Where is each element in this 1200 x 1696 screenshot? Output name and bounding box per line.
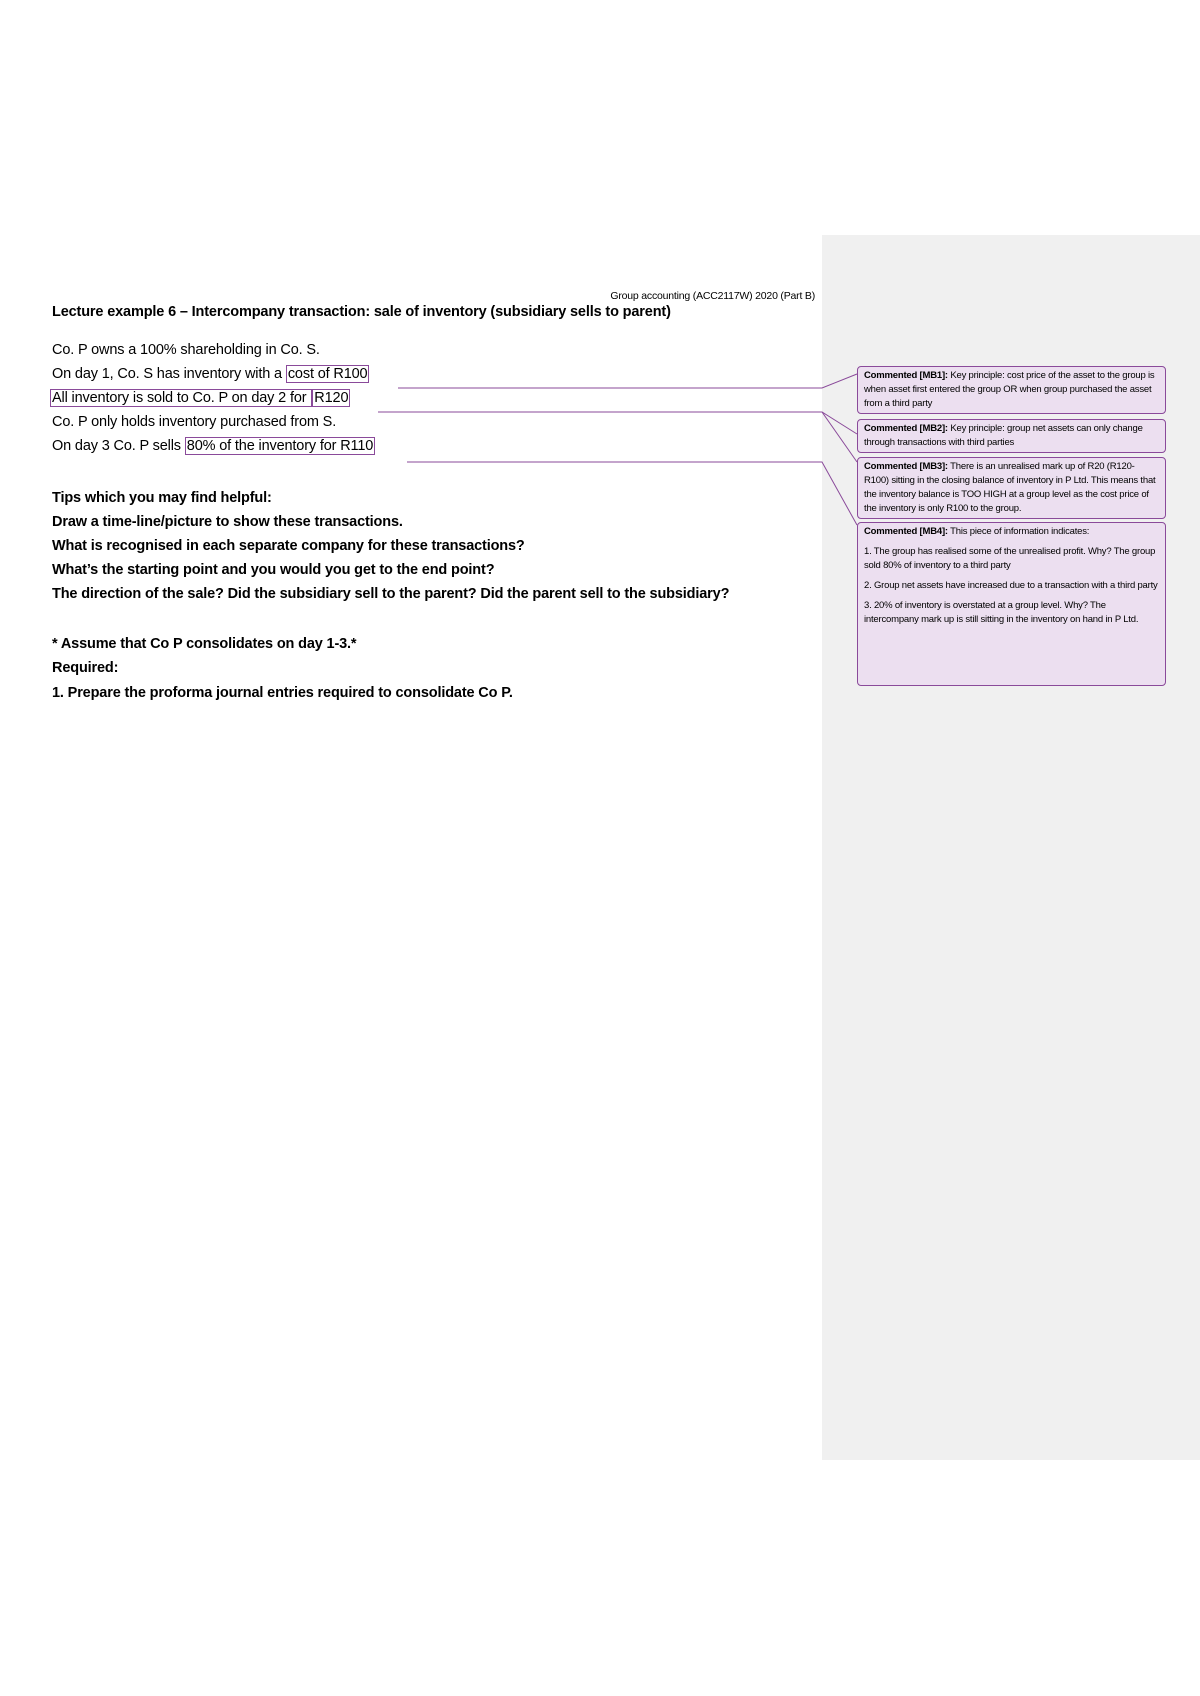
comment-paragraph: 1. The group has realised some of the unrealised profit. Why? The group sold 80% of inventory to a third party [864,546,1156,571]
required-item: 1. Prepare the proforma journal entries required to consolidate Co P. [52,685,513,701]
comment-paragraph [864,525,1159,539]
comment-author: Commented [MB1]: [864,370,948,381]
document-title: Lecture example 6 – Intercompany transaction: sale of inventory (subsidiary sells to parent) [52,304,671,320]
commented-text-mb3[interactable]: R120 [314,390,349,406]
tip-item: The direction of the sale? Did the subsidiary sell to the parent? Did the parent sell to the subsidiary? [52,586,730,602]
commented-text-mb2[interactable]: All inventory is sold to Co. P on day 2 for [52,390,311,406]
required-label: Required: [52,660,119,676]
fact-text: Co. P only holds inventory purchased from S. [52,414,337,430]
connector-mb3 [378,412,857,462]
fact-text: On day 1, Co. S has inventory with a [52,366,286,382]
tip-item: What is recognised in each separate company for these transactions? [52,538,525,554]
page-header: Group accounting (ACC2117W) 2020 (Part B) [610,290,815,302]
connector-mb4 [407,462,857,525]
tips-heading: Tips which you may find helpful: [52,490,272,506]
comment-mb3[interactable] [857,457,1166,519]
comment-mb4[interactable] [857,522,1166,686]
commented-text-mb1[interactable]: cost of R100 [287,366,368,382]
tip-item: Draw a time-line/picture to show these transactions. [52,514,403,530]
commented-text-mb4[interactable]: 80% of the inventory for R110 [186,438,374,454]
comment-author: Commented [MB4]: [864,526,948,537]
comment-mb1[interactable] [857,366,1166,414]
comment-paragraph: 2. Group net assets have increased due to a transaction with a third party [864,580,1158,591]
comment-body: There is an unrealised mark up of R20 (R120-R100) sitting in the closing balance of inventory in P Ltd. This means that the inventory balance is TOO HIGH at a group level as the cost price of the inventory is only R100 to the group. [864,461,1156,514]
comment-body: Key principle: cost price of the asset to the group is when asset first entered the group OR when group purchased the asset from a third party [864,370,1155,409]
tip-item: What’s the starting point and you would you get to the end point? [52,562,495,578]
comment-body: This piece of information indicates: [950,526,1090,537]
fact-text: On day 3 Co. P sells [52,438,185,454]
comment-mb2[interactable] [857,419,1166,453]
connector-mb2 [378,412,857,434]
connector-mb1 [398,374,857,388]
comment-author: Commented [MB2]: [864,423,948,434]
assumption-note: * Assume that Co P consolidates on day 1-3.* [52,636,357,652]
comment-body: Key principle: group net assets can only change through transactions with third parties [864,423,1143,448]
comment-author: Commented [MB3]: [864,461,948,472]
fact-text: Co. P owns a 100% shareholding in Co. S. [52,342,320,358]
comment-paragraph: 3. 20% of inventory is overstated at a group level. Why? The intercompany mark up is still sitting in the inventory on hand in P Ltd. [864,600,1139,625]
